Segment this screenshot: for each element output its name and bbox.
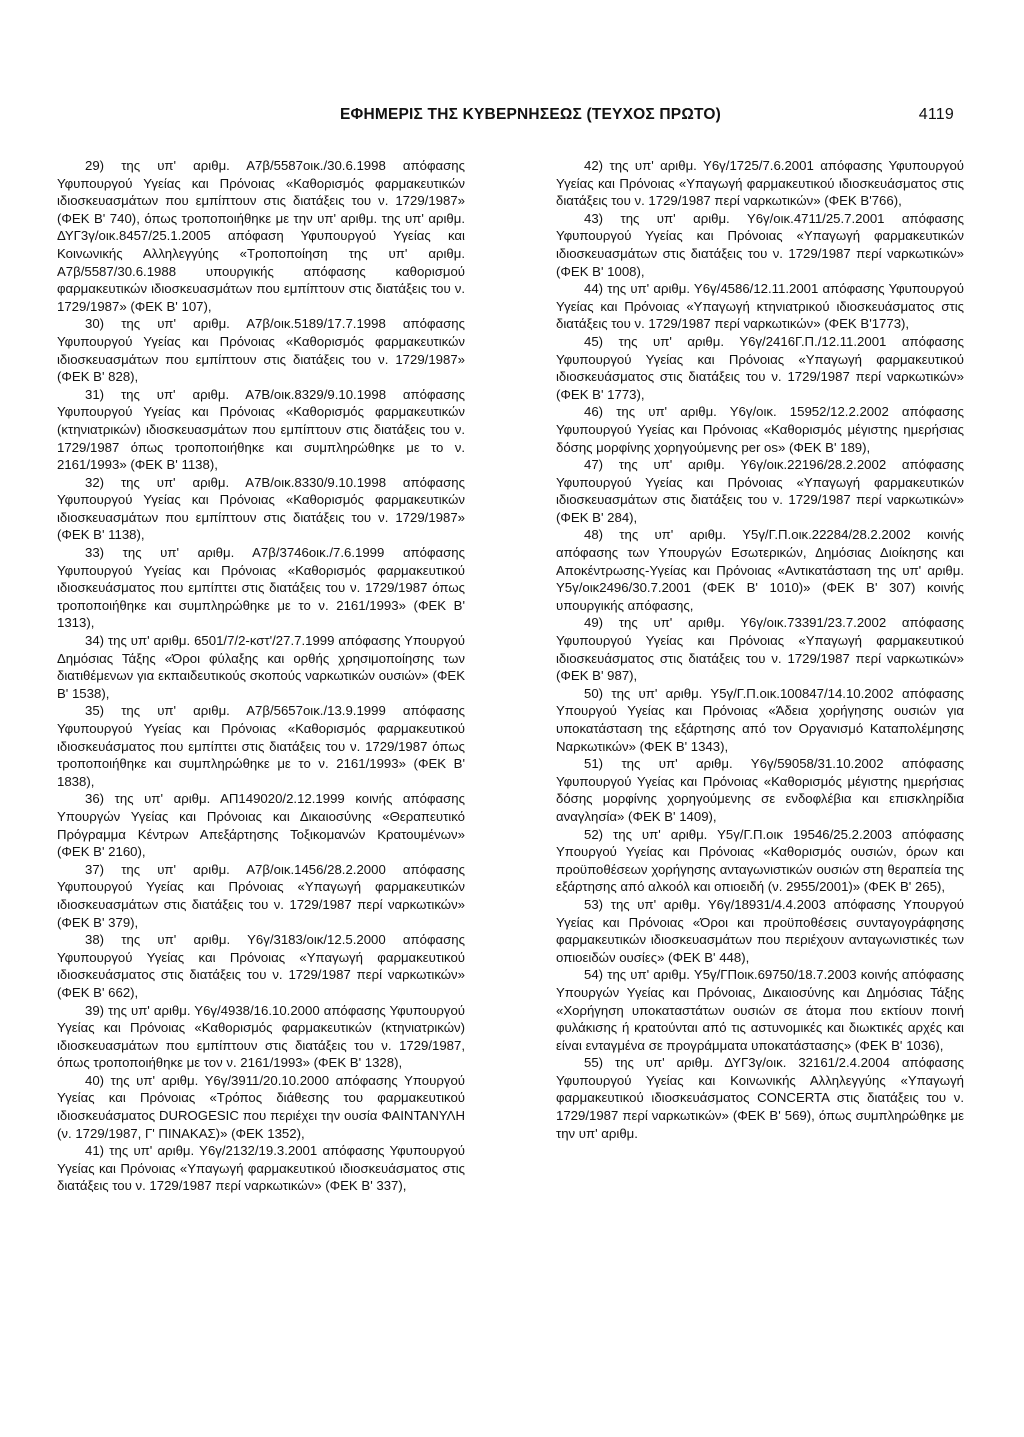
list-item: 33) της υπ' αριθμ. Α7β/3746οικ./7.6.1999 απόφασης Υφυπουργού Υγείας και Πρόνοιας «Καθορισμός φαρμακευτικού ιδιοσκευάσματος που εμπίπτει στις διατάξεις του ν. 1729/1987 όπως τροποποιήθηκε και συμπληρώθηκε με το ν. 2161/1993» (ΦΕΚ Β' 1313),	[57, 545, 465, 631]
list-item: 49) της υπ' αριθμ. Υ6γ/οικ.73391/23.7.2002 απόφασης Υφυπουργού Υγείας και Πρόνοιας «Υπαγωγή φαρμακευτικού ιδιοσκευάσματος στις διατάξεις του ν. 1729/1987 περί ναρκωτικών» (ΦΕΚ Β' 987),	[556, 615, 964, 684]
list-item: 31) της υπ' αριθμ. Α7Β/οικ.8329/9.10.1998 απόφασης Υφυπουργού Υγείας και Πρόνοιας «Καθορισμός φαρμακευτικών (κτηνιατρικών) ιδιοσκευασμάτων που εμπίπτουν στις διατάξεις του ν. 1729/1987 όπως τροποποιήθηκε και συμπληρώθηκε με το ν. 2161/1993» (ΦΕΚ Β' 1138),	[57, 386, 465, 473]
left-column	[57, 157, 465, 1195]
list-item: 34) της υπ' αριθμ. 6501/7/2-κστ'/27.7.1999 απόφασης Υπουργού Δημόσιας Τάξης «Όροι φύλαξης και ορθής χρησιμοποίησης των διατιθέμενων για εκπαιδευτικούς σκοπούς ναρκωτικών ουσιών» (ΦΕΚ Β' 1538),	[57, 633, 465, 701]
list-item: 41) της υπ' αριθμ. Υ6γ/2132/19.3.2001 απόφασης Υφυπουργού Υγείας και Πρόνοιας «Υπαγωγή φαρμακευτικού ιδιοσκευάσματος στις διατάξεις του ν. 1729/1987 περί ναρκωτικών» (ΦΕΚ Β' 337),	[57, 1143, 465, 1194]
list-item: 38) της υπ' αριθμ. Υ6γ/3183/οικ/12.5.2000 απόφασης Υφυπουργού Υγείας και Πρόνοιας «Υπαγωγή φαρμακευτικού ιδιοσκευάσματος στις διατάξεις του ν. 1729/1987 περί ναρκωτικών» (ΦΕΚ Β' 662),	[57, 932, 465, 1000]
list-item: 30) της υπ' αριθμ. Α7β/οικ.5189/17.7.1998 απόφασης Υφυπουργού Υγείας και Πρόνοιας «Καθορισμός φαρμακευτικών ιδιοσκευασμάτων που εμπίπτουν στις διατάξεις του ν. 1729/1987» (ΦΕΚ Β' 828),	[57, 316, 465, 385]
list-item: 53) της υπ' αριθμ. Υ6γ/18931/4.4.2003 απόφασης Υπουργού Υγείας και Πρόνοιας «Όροι και προϋποθέσεις συνταγογράφησης φαρμακευτικών ιδιοσκευασμάτων που περιέχουν ανταγωνιστικές των οπιοειδών ουσίες» (ΦΕΚ Β' 448),	[556, 896, 964, 965]
list-item: 45) της υπ' αριθμ. Υ6γ/2416Γ.Π./12.11.2001 απόφασης Υφυπουργού Υγείας και Πρόνοιας «Υπαγωγή φαρμακευτικού ιδιοσκευάσματος στις διατάξεις του ν. 1729/1987 περί ναρκωτικών» (ΦΕΚ Β' 1773),	[556, 333, 964, 402]
list-item: 36) της υπ' αριθμ. ΑΠ149020/2.12.1999 κοινής απόφασης Υπουργών Υγείας και Πρόνοιας και Δικαιοσύνης «Θεραπευτικό Πρόγραμμα Κέντρων Απεξάρτησης Τοξικομανών Κρατουμένων» (ΦΕΚ Β' 2160),	[57, 791, 465, 860]
list-item: 48) της υπ' αριθμ. Υ5γ/Γ.Π.οικ.22284/28.2.2002 κοινής απόφασης των Υπουργών Εσωτερικών, Δημόσιας Διοίκησης και Αποκέντρωσης-Υγείας και Πρόνοιας «Αντικατάσταση της υπ' αριθμ. Υ5γ/οικ2496/30.7.2001 (ΦΕΚ Β' 1010)» (ΦΕΚ Β' 307) κοινής υπουργικής απόφασης,	[556, 527, 964, 613]
page-header	[340, 106, 954, 136]
list-item: 29) της υπ' αριθμ. Α7β/5587οικ./30.6.1998 απόφασης Υφυπουργού Υγείας και Πρόνοιας «Καθορισμός φαρμακευτικών ιδιοσκευασμάτων που εμπίπτουν στις διατάξεις του ν. 1729/1987» (ΦΕΚ Β' 740), όπως τροποποιήθηκε με την υπ' αριθμ. της υπ' αριθμ. ΔΥΓ3γ/οικ.8457/25.1.2005 απόφαση Υφυπουργού Υγείας και Κοινωνικής Αλληλεγγύης «Τροποποίηση της υπ' αριθμ. Α7β/5587/30.6.1988 υπουργικής απόφασης καθορισμού φαρμακευτικών ιδιοσκευασμάτων που εμπίπτουν στις διατάξεις του ν. 1729/1987» (ΦΕΚ Β' 107),	[57, 158, 465, 314]
list-item: 44) της υπ' αριθμ. Υ6γ/4586/12.11.2001 απόφασης Υφυπουργού Υγείας και Πρόνοιας «Υπαγωγή κτηνιατρικού ιδιοσκευάσματος στις διατάξεις του ν. 1729/1987 περί ναρκωτικών» (ΦΕΚ Β'1773),	[556, 281, 964, 332]
page-number: 4119	[918, 106, 954, 123]
list-item: 43) της υπ' αριθμ. Υ6γ/οικ.4711/25.7.2001 απόφασης Υφυπουργού Υγείας και Πρόνοιας «Υπαγωγή φαρμακευτικών ιδιοσκευασμάτων στις διατάξεις του ν. 1729/1987 περί ναρκωτικών» (ΦΕΚ Β' 1008),	[556, 210, 964, 279]
list-item: 46) της υπ' αριθμ. Υ6γ/οικ. 15952/12.2.2002 απόφασης Υφυπουργού Υγείας και Πρόνοιας «Καθορισμός μέγιστης ημερήσιας δόσης μορφίνης χορηγούμενης per os» (ΦΕΚ Β' 189),	[556, 404, 964, 455]
list-item: 52) της υπ' αριθμ. Υ5γ/Γ.Π.οικ 19546/25.2.2003 απόφασης Υπουργού Υγείας και Πρόνοιας «Καθορισμός ουσιών, όρων και προϋποθέσεων χορήγησης ανταγωνιστικών ουσιών στη θεραπεία της εξάρτησης από αλκοόλ και οπιοειδή (ν. 2955/2001)» (ΦΕΚ Β' 265),	[556, 826, 964, 895]
list-item: 37) της υπ' αριθμ. Α7β/οικ.1456/28.2.2000 απόφασης Υφυπουργού Υγείας και Πρόνοιας «Υπαγωγή φαρμακευτικών ιδιοσκευασμάτων στις διατάξεις του ν. 1729/1987 περί ναρκωτικών» (ΦΕΚ Β' 379),	[57, 861, 465, 930]
list-item: 47) της υπ' αριθμ. Υ6γ/οικ.22196/28.2.2002 απόφασης Υφυπουργού Υγείας και Πρόνοιας «Υπαγωγή φαρμακευτικών ιδιοσκευασμάτων στις διατάξεις του ν. 1729/1987 περί ναρκωτικών» (ΦΕΚ Β' 284),	[556, 457, 964, 525]
list-item: 42) της υπ' αριθμ. Υ6γ/1725/7.6.2001 απόφασης Υφυπουργού Υγείας και Πρόνοιας «Υπαγωγή φαρμακευτικού ιδιοσκευάσματος στις διατάξεις του ν. 1729/1987 περί ναρκωτικών» (ΦΕΚ Β'766),	[556, 158, 964, 209]
list-item: 32) της υπ' αριθμ. Α7Β/οικ.8330/9.10.1998 απόφασης Υφυπουργού Υγείας και Πρόνοιας «Καθορισμός φαρμακευτικών ιδιοσκευασμάτων που εμπίπτουν στις διατάξεις του ν. 1729/1987» (ΦΕΚ Β' 1138),	[57, 474, 465, 543]
gazette-title: ΕΦΗΜΕΡΙΣ ΤΗΣ ΚΥΒΕΡΝΗΣΕΩΣ (ΤΕΥΧΟΣ ΠΡΩΤΟ)	[340, 106, 721, 123]
list-item: 50) της υπ' αριθμ. Υ5γ/Γ.Π.οικ.100847/14.10.2002 απόφασης Υπουργού Υγείας και Πρόνοιας «Άδεια χορήγησης ουσιών για υποκατάσταση της εξάρτησης από τον Οργανισμό Καταπολέμησης Ναρκωτικών» (ΦΕΚ Β' 1343),	[556, 685, 964, 754]
list-item: 55) της υπ' αριθμ. ΔΥΓ3γ/οικ. 32161/2.4.2004 απόφασης Υφυπουργού Υγείας και Κοινωνικής Αλληλεγγύης «Υπαγωγή φαρμακευτικού ιδιοσκευάσματος CONCERTA στις διατάξεις του ν. 1729/1987 περί ναρκωτικών» (ΦΕΚ Β' 569), όπως συμπληρώθηκε με την υπ' αριθμ.	[556, 1055, 964, 1141]
right-column	[556, 157, 964, 1142]
list-item: 51) της υπ' αριθμ. Υ6γ/59058/31.10.2002 απόφασης Υφυπουργού Υγείας και Πρόνοιας «Καθορισμός μέγιστης ημερήσιας δόσης μορφίνης χορηγούμενης σε ενδοφλέβια και επισκληρίδια αναγλησία» (ΦΕΚ Β' 1409),	[556, 756, 964, 824]
list-item: 54) της υπ' αριθμ. Υ5γ/ΓΠοικ.69750/18.7.2003 κοινής απόφασης Υπουργών Υγείας και Πρόνοιας, Δικαιοσύνης και Δημόσιας Τάξης «Χορήγηση υποκαταστάτων ουσιών σε άτομα που εκτίουν ποινή φυλάκισης ή κρατούνται από τις αστυνομικές και διωκτικές αρχές και είναι ενταγμένα σε προγράμματα υποκατάστασης» (ΦΕΚ Β' 1036),	[556, 967, 964, 1053]
list-item: 40) της υπ' αριθμ. Υ6γ/3911/20.10.2000 απόφασης Υπουργού Υγείας και Πρόνοιας «Τρόπος διάθεσης του φαρμακευτικού ιδιοσκευάσματος DUROGESIC που περιέχει την ουσία ΦΑΙΝΤΑΝΥΛΗ (ν. 1729/1987, Γ' ΠΙΝΑΚΑΣ)» (ΦΕΚ 1352),	[57, 1072, 465, 1141]
list-item: 39) της υπ' αριθμ. Υ6γ/4938/16.10.2000 απόφασης Υφυπουργού Υγείας και Πρόνοιας «Καθορισμός φαρμακευτικών (κτηνιατρικών) ιδιοσκευασμάτων που εμπίπτουν στις διατάξεις του ν. 1729/1987, όπως τροποποιήθηκε με τον ν. 2161/1993» (ΦΕΚ Β' 1328),	[57, 1002, 465, 1071]
list-item: 35) της υπ' αριθμ. Α7β/5657οικ./13.9.1999 απόφασης Υφυπουργού Υγείας και Πρόνοιας «Καθορισμός φαρμακευτικού ιδιοσκευάσματος που εμπίπτει στις διατάξεις του ν. 1729/1987 όπως τροποποιήθηκε και συμπληρώθηκε με το ν. 2161/1993» (ΦΕΚ Β' 1838),	[57, 703, 465, 789]
